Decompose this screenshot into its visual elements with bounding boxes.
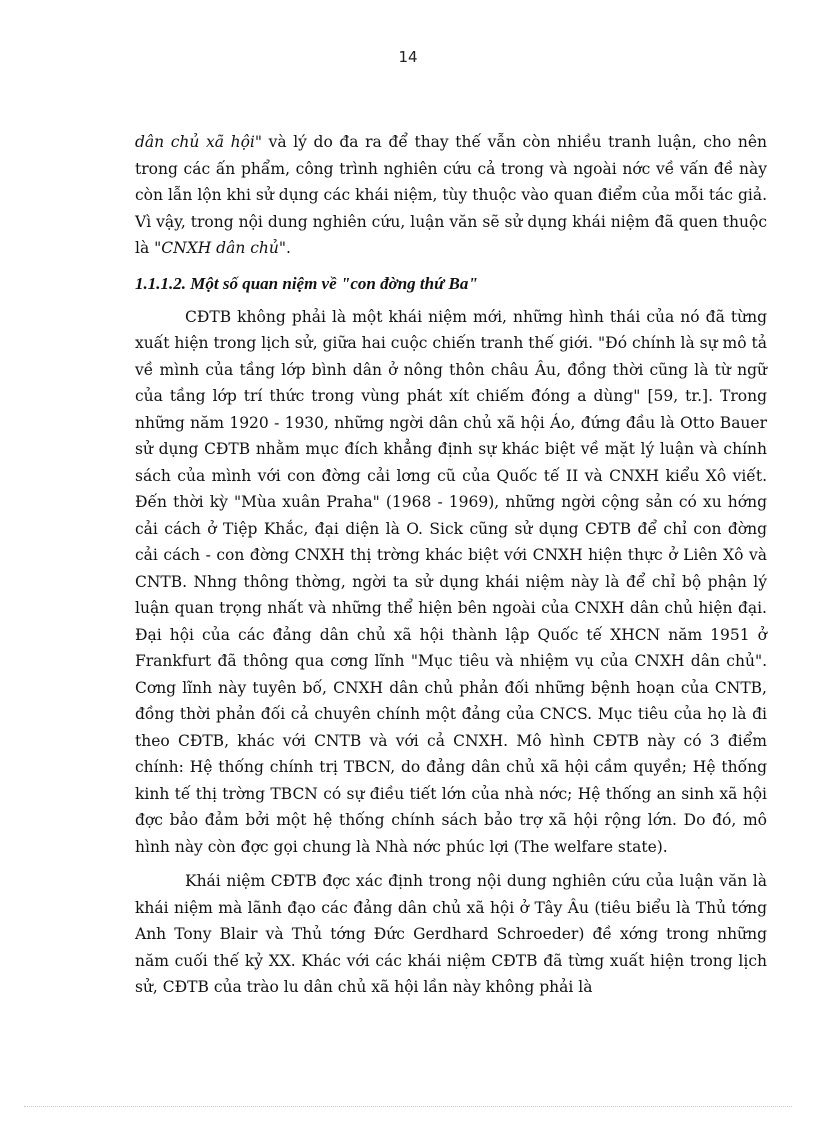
paragraph-intro	[135, 129, 767, 262]
paragraph-text: và lý do đa ra để thay thế vẫn còn nhiều tranh luận, cho nên trong các ấn phẩm, công trình nghiên cứu cả trong và ngoài nớc về vấn đề này còn lẫn lộn khi sử dụng các khái niệm, tùy thuộc vào quan điểm của mỗi tác giả. Vì vậy, trong nội dung nghiên cứu, luận văn sẽ sử dụng khái niệm đã quen thuộc là	[135, 133, 767, 257]
document-body	[135, 129, 767, 1001]
italic-phrase: dân chủ xã hội"	[135, 133, 262, 151]
paragraph-history: CĐTB không phải là một khái niệm mới, những hình thái của nó đã từng xuất hiện trong lịch sử, giữa hai cuộc chiến tranh thế giới. "Đó chính là sự mô tả về mình của tầng lớp bình dân ở nông thôn châu Âu, đồng thời cũng là từ ngữ của tầng lớp trí thức trong vùng phát xít chiếm đóng a dùng" [59, tr.]. Trong những năm 1920 - 1930, những ngời dân chủ xã hội Áo, đứng đầu là Otto Bauer sử dụng CĐTB nhằm mục đích khẳng định sự khác biệt về mặt lý luận và chính sách của mình với con đờng cải lơng cũ của Quốc tế II và CNXH kiểu Xô viết. Đến thời kỳ "Mùa xuân Praha" (1968 - 1969), những ngời cộng sản có xu hớng cải cách ở Tiệp Khắc, đại diện là O. Sick cũng sử dụng CĐTB để chỉ con đờng cải cách - con đờng CNXH thị trờng khác biệt với CNXH hiện thực ở Liên Xô và CNTB. Nhng thông thờng, ngời ta sử dụng khái niệm này là để chỉ bộ phận lý luận quan trọng nhất và những thể hiện bên ngoài của CNXH dân chủ hiện đại. Đại hội của các đảng dân chủ xã hội thành lập Quốc tế XHCN năm 1951 ở Frankfurt đã thông qua cơng lĩnh "Mục tiêu và nhiệm vụ của CNXH dân chủ". Cơng lĩnh này tuyên bố, CNXH dân chủ phản đối những bệnh hoạn của CNTB, đồng thời phản đối cả chuyên chính một đảng của CNCS. Mục tiêu của họ là đi theo CĐTB, khác với CNTB và với cả CNXH. Mô hình CĐTB này có 3 điểm chính: Hệ thống chính trị TBCN, do đảng dân chủ xã hội cầm quyền; Hệ thống kinh tế thị trờng TBCN có sự điều tiết lớn của nhà nớc; Hệ thống an sinh xã hội đợc bảo đảm bởi một hệ thống chính sách bảo trợ xã hội rộng lớn. Do đó, mô hình này còn đợc gọi chung là Nhà nớc phúc lợi (The welfare state).	[135, 307, 767, 856]
italic-term: "CNXH dân chủ"	[154, 239, 287, 257]
paragraph-definition: Khái niệm CĐTB đợc xác định trong nội dung nghiên cứu của luận văn là khái niệm mà lãnh đạo các đảng dân chủ xã hội ở Tây Âu (tiêu biểu là Thủ tớng Anh Tony Blair và Thủ tớng Đức Gerdhard Schroeder) đề xớng trong những năm cuối thế kỷ XX. Khác với các khái niệm CĐTB đã từng xuất hiện trong lịch sử, CĐTB của trào lu dân chủ xã hội lần này không phải là	[135, 872, 767, 996]
page-bottom-divider	[24, 1106, 792, 1107]
page-number: 14	[398, 48, 418, 66]
section-heading: 1.1.1.2. Một số quan niệm về "con đờng thứ Ba"	[135, 273, 478, 293]
sentence-end: .	[286, 239, 291, 257]
